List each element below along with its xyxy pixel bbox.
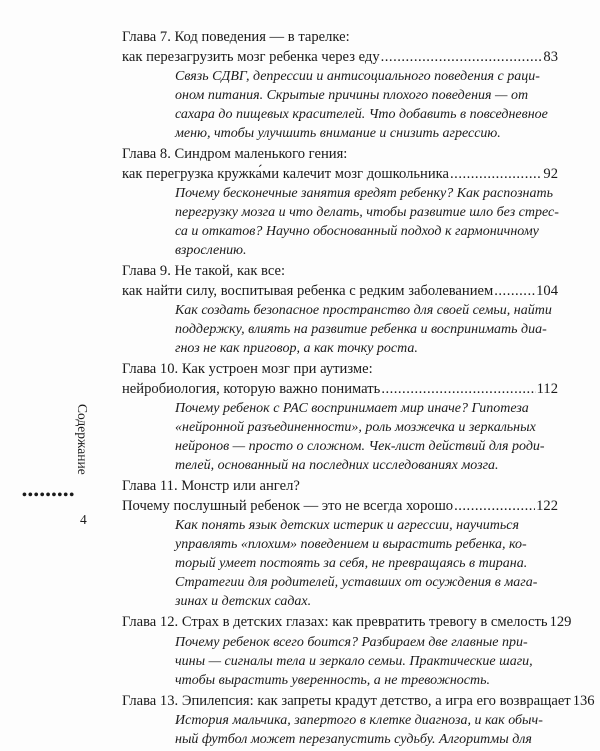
description-line: История мальчика, запертого в клетке диагноза, и как обыч- <box>175 713 543 728</box>
chapter-title-text: Глава 13. Эпилепсия: как запреты крадут детство, а игра его возвращает <box>122 692 571 709</box>
chapter-title-line <box>122 380 558 400</box>
description-line: сахара до пищевых красителей. Что добавить в повседневное <box>175 107 548 122</box>
toc-entry[interactable] <box>122 477 558 611</box>
chapter-title-line <box>122 48 558 68</box>
description-line: телей, основанный на последних исследованиях мозга. <box>175 458 499 473</box>
toc-entry[interactable] <box>122 28 558 143</box>
chapter-page-number: 112 <box>536 380 558 397</box>
description-line: «нейронной разъединенности», роль мозжечка и зеркальных <box>175 420 536 435</box>
table-of-contents <box>122 28 595 751</box>
description-line: зинах и детских садах. <box>175 594 312 609</box>
toc-entry[interactable] <box>122 262 558 358</box>
chapter-title-line <box>122 145 558 165</box>
description-line: взрослению. <box>175 243 247 258</box>
chapter-title-text: Глава 10. Как устроен мозг при аутизме: <box>122 361 373 377</box>
chapter-title-text: Глава 9. Не такой, как все: <box>122 263 286 279</box>
chapter-title-text: Глава 11. Монстр или ангел? <box>122 478 300 494</box>
chapter-description <box>175 516 538 611</box>
description-line: са и откатов? Научно обоснованный подход к гармоничному <box>175 224 539 239</box>
chapter-page-number: 129 <box>549 614 572 630</box>
leader-dots <box>381 48 543 68</box>
chapter-title-text: как перезагрузить мозг ребенка через еду <box>122 48 380 65</box>
description-line: Почему ребенок с РАС воспринимает мир иначе? Гипотеза <box>175 401 529 416</box>
side-section-title: Содержание <box>75 404 90 475</box>
description-line: чтобы вырастить уверенность, а не тревожность. <box>175 672 490 688</box>
chapter-title-text: нейробиология, которую важно понимать <box>122 380 381 397</box>
chapter-description <box>175 633 533 690</box>
chapter-title-line <box>122 477 558 497</box>
leader-dots <box>381 380 535 400</box>
page-number: 4 <box>80 512 87 527</box>
chapter-description <box>175 67 548 143</box>
description-line: чины — сигналы тела и зеркало семьи. Практические шаги, <box>175 653 533 669</box>
description-line: оном питания. Скрытые причины плохого поведения — от <box>175 88 529 103</box>
description-line: Почему бесконечные занятия вредят ребенку? Как распознать <box>175 186 553 201</box>
chapter-title-text: Глава 8. Синдром маленького гения: <box>122 146 348 162</box>
description-line: нейронов — просто о сложном. Чек-лист действий для роди- <box>175 439 545 454</box>
description-line: Связь СДВГ, депрессии и антисоциального поведения с раци- <box>175 69 540 84</box>
description-line: Как понять язык детских истерик и агрессии, научиться <box>175 518 520 533</box>
side-dots-divider: ••••••••• <box>22 488 76 503</box>
chapter-description <box>175 399 545 475</box>
leader-dots <box>450 165 542 185</box>
description-line: меню, чтобы улучшить внимание и снизить агрессию. <box>175 126 501 141</box>
chapter-title-line <box>122 262 558 282</box>
toc-entry[interactable] <box>122 613 572 690</box>
toc-entry[interactable] <box>122 692 595 750</box>
description-line: ный футбол может перезапустить судьбу. Алгоритмы для <box>175 732 532 747</box>
chapter-page-number: 83 <box>543 48 558 65</box>
description-line: Стратегии для родителей, уставших от осуждения в мага- <box>175 575 538 590</box>
chapter-title-line <box>122 613 572 633</box>
chapter-title-text: как перегрузка кружка́ми калечит мозг дошкольника <box>122 165 450 182</box>
chapter-title-text: Глава 7. Код поведения — в тарелке: <box>122 29 350 45</box>
leader-dots <box>454 497 535 517</box>
toc-entry[interactable] <box>122 360 558 475</box>
chapter-title-text: Глава 12. Страх в детских глазах: как превратить тревогу в смелость <box>122 614 548 630</box>
chapter-title-line <box>122 28 558 48</box>
chapter-title-line <box>122 360 558 380</box>
chapter-title-line <box>122 165 558 185</box>
chapter-title-line <box>122 497 558 517</box>
description-line: Почему ребенок всего боится? Разбираем две главные при- <box>175 634 528 650</box>
description-line: поддержку, влиять на развитие ребенка и воспринимать диа- <box>175 322 547 337</box>
leader-dots <box>494 282 535 302</box>
chapter-title-line <box>122 692 595 712</box>
chapter-page-number: 104 <box>536 282 558 299</box>
chapter-page-number: 92 <box>543 165 558 182</box>
description-line: управлять «плохим» поведением и вырастить ребенка, ко- <box>175 537 527 552</box>
chapter-title-text: как найти силу, воспитывая ребенка с редким заболеванием <box>122 282 494 299</box>
toc-entry[interactable] <box>122 145 558 260</box>
description-line: гноз не как приговор, а как точку роста. <box>175 341 418 356</box>
chapter-page-number: 122 <box>536 497 558 514</box>
description-line: перегрузку мозга и что делать, чтобы развитие шло без стрес- <box>175 205 559 220</box>
chapter-title-line <box>122 282 558 302</box>
chapter-description <box>175 711 543 749</box>
description-line: Как создать безопасное пространство для своей семьи, найти <box>175 303 552 318</box>
description-line: торый умеет постоять за себя, не превращаясь в тирана. <box>175 556 528 571</box>
chapter-page-number: 136 <box>572 692 595 709</box>
chapter-title-text: Почему послушный ребенок — это не всегда хорошо <box>122 497 454 514</box>
chapter-description <box>175 184 559 260</box>
chapter-description <box>175 301 552 358</box>
